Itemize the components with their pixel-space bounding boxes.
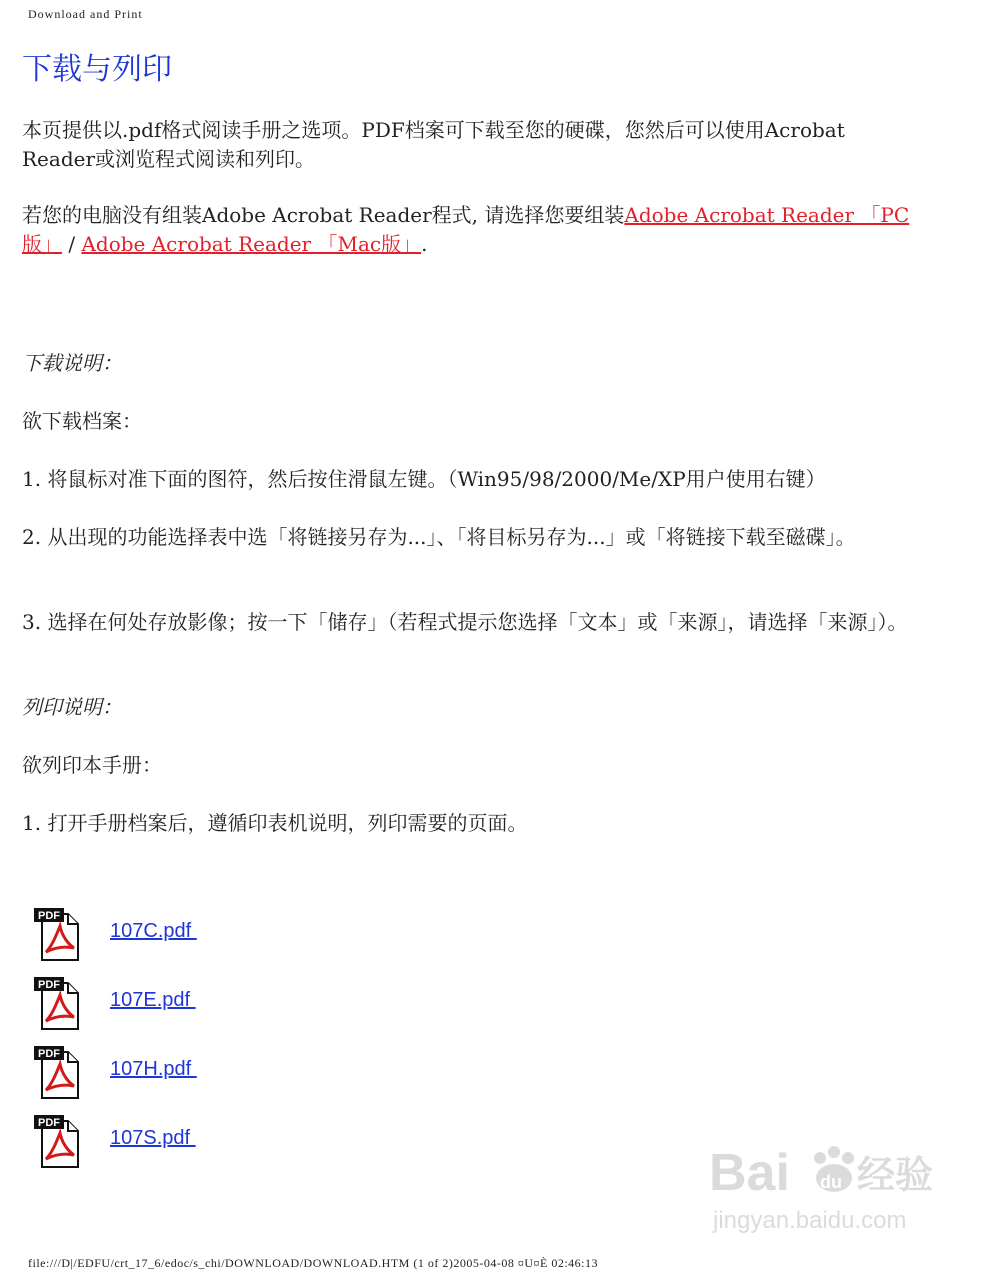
- pdf-file-icon[interactable]: [34, 1113, 80, 1169]
- download-link-107h[interactable]: 107H.pdf: [110, 1058, 197, 1080]
- link-separator: /: [62, 232, 82, 256]
- svg-text:PDF: PDF: [38, 1117, 60, 1129]
- svg-text:PDF: PDF: [38, 979, 60, 991]
- pdf-file-icon[interactable]: [34, 906, 80, 962]
- install-suffix: .: [421, 232, 428, 256]
- install-text: [22, 201, 922, 259]
- download-instructions-lead: 欲下载档案：: [22, 409, 142, 433]
- install-prefix: 若您的电脑没有组装Adobe Acrobat Reader程式, 请选择您要组装: [22, 203, 625, 227]
- download-step-3: 3. 选择在何处存放影像；按一下「储存」（若程式提示您选择「文本」或「来源」，请选择「来源」）。: [22, 610, 908, 634]
- page-header-title: Download and Print: [28, 7, 143, 21]
- intro-text: 本页提供以.pdf格式阅读手册之选项。PDF档案可下载至您的硬碟，您然后可以使用Acrobat Reader或浏览程式阅读和列印。: [22, 118, 845, 171]
- print-step-1: 1. 打开手册档案后，遵循印表机说明，列印需要的页面。: [22, 811, 528, 835]
- svg-text:PDF: PDF: [38, 1048, 60, 1060]
- page-title: 下载与列印: [22, 52, 172, 87]
- watermark-brand-du: du: [820, 1172, 842, 1192]
- watermark-url: jingyan.baidu.com: [713, 1207, 907, 1234]
- download-link-107e[interactable]: 107E.pdf: [110, 989, 196, 1011]
- download-step-1: 1. 将鼠标对准下面的图符，然后按住滑鼠左键。（Win95/98/2000/Me/XP用户使用右键）: [22, 467, 826, 491]
- pdf-file-icon[interactable]: [34, 1044, 80, 1100]
- download-instructions-heading: 下载说明：: [22, 351, 122, 375]
- baidu-jingyan-watermark: [709, 1128, 939, 1240]
- print-instructions-lead: 欲列印本手册：: [22, 753, 162, 777]
- page-footer-path: file:///D|/EDFU/crt_17_6/edoc/s_chi/DOWNLOAD/DOWNLOAD.HTM (1 of 2)2005-04-08 ¤U¤È 02:46:13: [28, 1256, 598, 1270]
- watermark-cn: 经验: [857, 1153, 934, 1197]
- adobe-reader-pc-link[interactable]: Adobe Acrobat Reader 「PC版」: [22, 203, 910, 256]
- download-link-107c[interactable]: 107C.pdf: [110, 920, 197, 942]
- watermark-brand: Bai: [709, 1144, 790, 1202]
- adobe-reader-mac-link[interactable]: Adobe Acrobat Reader 「Mac版」: [81, 232, 422, 256]
- download-step-2: 2. 从出现的功能选择表中选「将链接另存为...」、「将目标另存为...」或「将链接下载至磁碟」。: [22, 525, 856, 549]
- print-instructions-heading: 列印说明：: [22, 695, 122, 719]
- pdf-file-icon[interactable]: [34, 975, 80, 1031]
- svg-text:PDF: PDF: [38, 910, 60, 922]
- download-link-107s[interactable]: 107S.pdf: [110, 1127, 196, 1149]
